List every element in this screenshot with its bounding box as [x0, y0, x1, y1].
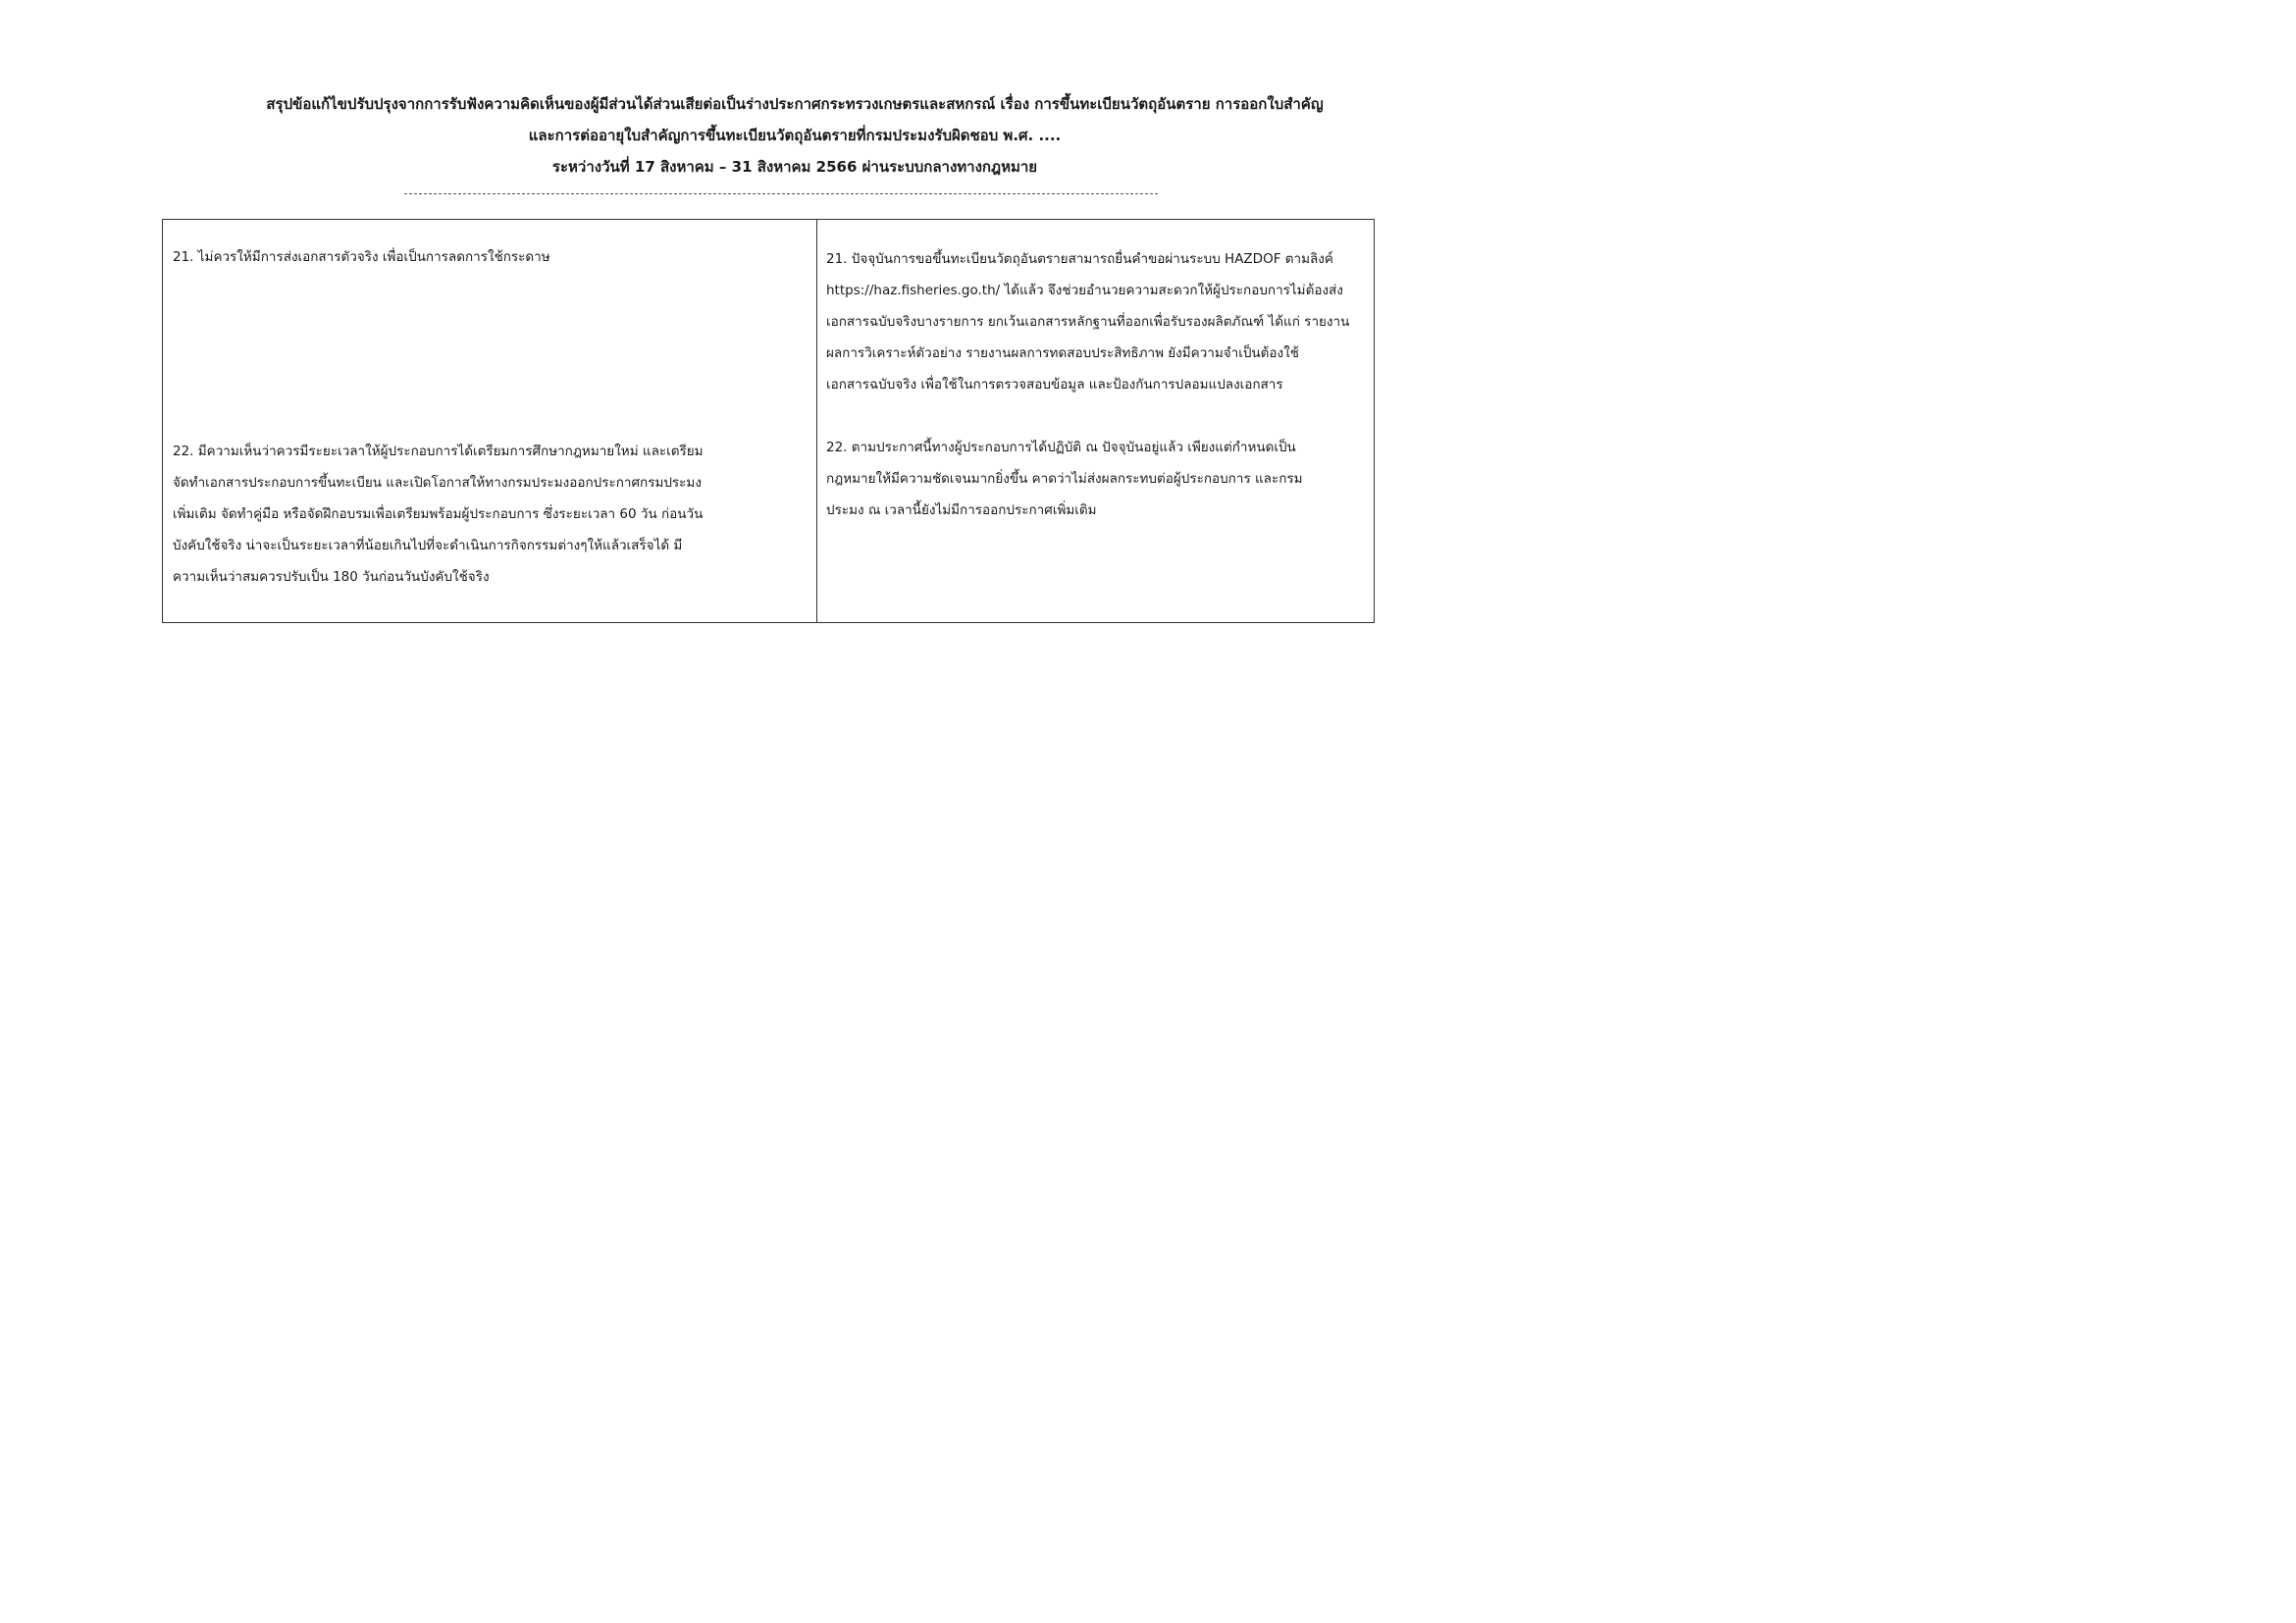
response-21-line: ผลการวิเคราะห์ตัวอย่าง รายงานผลการทดสอบประสิทธิภาพ ยังมีความจำเป็นต้องใช้: [826, 345, 1299, 361]
response-cell-21: [826, 243, 1364, 400]
column-divider: [816, 220, 817, 622]
comment-cell-21: [173, 241, 801, 273]
document-date-range: ระหว่างวันที่ 17 สิงหาคม – 31 สิงหาคม 2566 ผ่านระบบกลางทางกฎหมาย: [551, 158, 1038, 176]
response-21-line: https://haz.fisheries.go.th/ ได้แล้ว จึงช่วยอำนวยความสะดวกให้ผู้ประกอบการไม่ต้องส่ง: [826, 283, 1343, 298]
response-cell-22: [826, 432, 1364, 526]
response-21-line: เอกสารฉบับจริงบางรายการ ยกเว้นเอกสารหลักฐานที่ออกเพื่อรับรองผลิตภัณฑ์ ได้แก่ รายงาน: [826, 314, 1350, 330]
comment-22-line: จัดทำเอกสารประกอบการขึ้นทะเบียน และเปิดโอกาสให้ทางกรมประมงออกประกาศกรมประมง: [173, 475, 702, 491]
dashed-separator: [404, 193, 1158, 194]
comment-22-line: บังคับใช้จริง น่าจะเป็นระยะเวลาที่น้อยเกินไปที่จะดำเนินการกิจกรรมต่างๆให้แล้วเสร็จได้ มี: [173, 538, 683, 553]
response-22-line: 22. ตามประกาศนี้ทางผู้ประกอบการได้ปฏิบัติ ณ ปัจจุบันอยู่แล้ว เพียงแต่กำหนดเป็น: [826, 440, 1296, 455]
response-21-line: 21. ปัจจุบันการขอขึ้นทะเบียนวัตถุอันตรายสามารถยื่นคำขอผ่านระบบ HAZDOF ตามลิงค์: [826, 251, 1333, 267]
comment-22-line: ความเห็นว่าสมควรปรับเป็น 180 วันก่อนวันบังคับใช้จริง: [173, 569, 490, 585]
comment-22-line: 22. มีความเห็นว่าควรมีระยะเวลาให้ผู้ประกอบการได้เตรียมการศึกษากฎหมายใหม่ และเตรียม: [173, 444, 704, 459]
comments-table: [162, 219, 1375, 623]
response-22-line: ประมง ณ เวลานี้ยังไม่มีการออกประกาศเพิ่มเติม: [826, 502, 1097, 518]
document-title-line-2: และการต่ออายุใบสำคัญการขึ้นทะเบียนวัตถุอันตรายที่กรมประมงรับผิดชอบ พ.ศ. ....: [528, 127, 1062, 144]
comment-21-line: 21. ไม่ควรให้มีการส่งเอกสารตัวจริง เพื่อเป็นการลดการใช้กระดาษ: [173, 249, 550, 265]
response-21-line: เอกสารฉบับจริง เพื่อใช้ในการตรวจสอบข้อมูล และป้องกันการปลอมแปลงเอกสาร: [826, 377, 1283, 393]
document-title: สรุปข้อแก้ไขปรับปรุงจากการรับฟังความคิดเห็นของผู้มีส่วนได้ส่วนเสียต่อเป็นร่างประกาศกระทรวงเกษตรและสหกรณ์ เรื่อง การขึ้นทะเบียนวัตถุอันตราย การออกใบสำคัญ: [266, 95, 1324, 113]
comment-22-line: เพิ่มเติม จัดทำคู่มือ หรือจัดฝึกอบรมเพื่อเตรียมพร้อมผู้ประกอบการ ซึ่งระยะเวลา 60 วัน ก่อนวัน: [173, 506, 704, 522]
response-22-line: กฎหมายให้มีความชัดเจนมากยิ่งขึ้น คาดว่าไม่ส่งผลกระทบต่อผู้ประกอบการ และกรม: [826, 471, 1303, 487]
comment-cell-22: [173, 436, 801, 593]
